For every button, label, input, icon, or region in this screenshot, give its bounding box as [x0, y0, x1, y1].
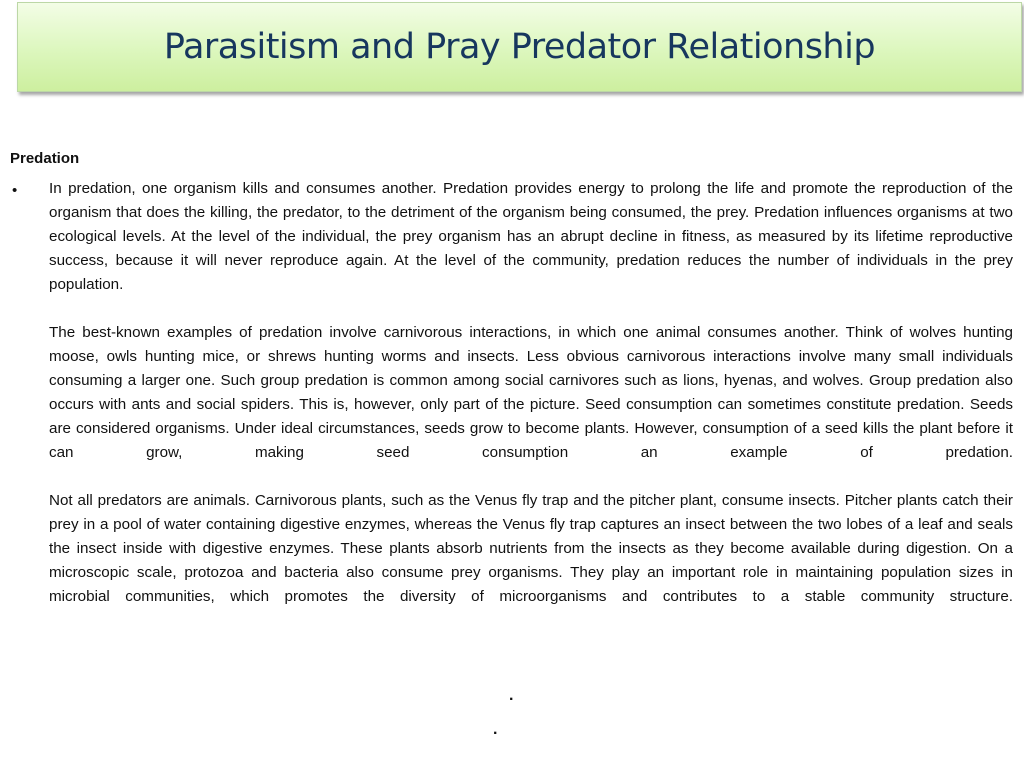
section-heading: Predation — [10, 150, 80, 167]
trailing-mark: . — [493, 721, 498, 738]
paragraph-non-animal-predators: Not all predators are animals. Carnivorous plants, such as the Venus fly trap and the pitcher plant, consume insects. Pitcher plants catch their prey in a pool of water containing digestive enzymes, whereas the Venus fly trap captures an insect between the two lobes of a leaf and seals the insect inside with digestive enzymes. These plants absorb nutrients from the insects as they become available during digestion. On a microscopic scale, protozoa and bacteria also consume prey organisms. They play an important role in maintaining population sizes in microbial communities, which promotes the diversity of microorganisms and contributes to a stable community structure. — [49, 492, 1013, 605]
body-text — [49, 177, 1013, 609]
title-banner — [17, 2, 1022, 92]
paragraph-predation-definition: In predation, one organism kills and consumes another. Predation provides energy to prolong the life and promote the reproduction of the organism that does the killing, the predator, to the detriment of the organism being consumed, the prey. Predation influences organisms at two ecological levels. At the level of the individual, the prey organism has an abrupt decline in fitness, as measured by its lifetime reproductive success, because it will never reproduce again. At the level of the community, predation reduces the number of individuals in the prey population. — [49, 180, 1013, 293]
trailing-mark: . — [509, 687, 514, 704]
bullet-icon: • — [12, 182, 18, 199]
paragraph-carnivorous-examples: The best-known examples of predation involve carnivorous interactions, in which one animal consumes another. Think of wolves hunting moose, owls hunting mice, or shrews hunting worms and insects. Less obvious carnivorous interactions involve many small individuals consuming a larger one. Such group predation is common among social carnivores such as lions, hyenas, and wolves. Group predation also occurs with ants and social spiders. This is, however, only part of the picture. Seed consumption can sometimes constitute predation. Seeds are considered organisms. Under ideal circumstances, seeds grow to become plants. However, consumption of a seed kills the plant before it can grow, making seed consumption an example of predation. — [49, 324, 1013, 461]
slide-title: Parasitism and Pray Predator Relationship — [163, 27, 876, 67]
